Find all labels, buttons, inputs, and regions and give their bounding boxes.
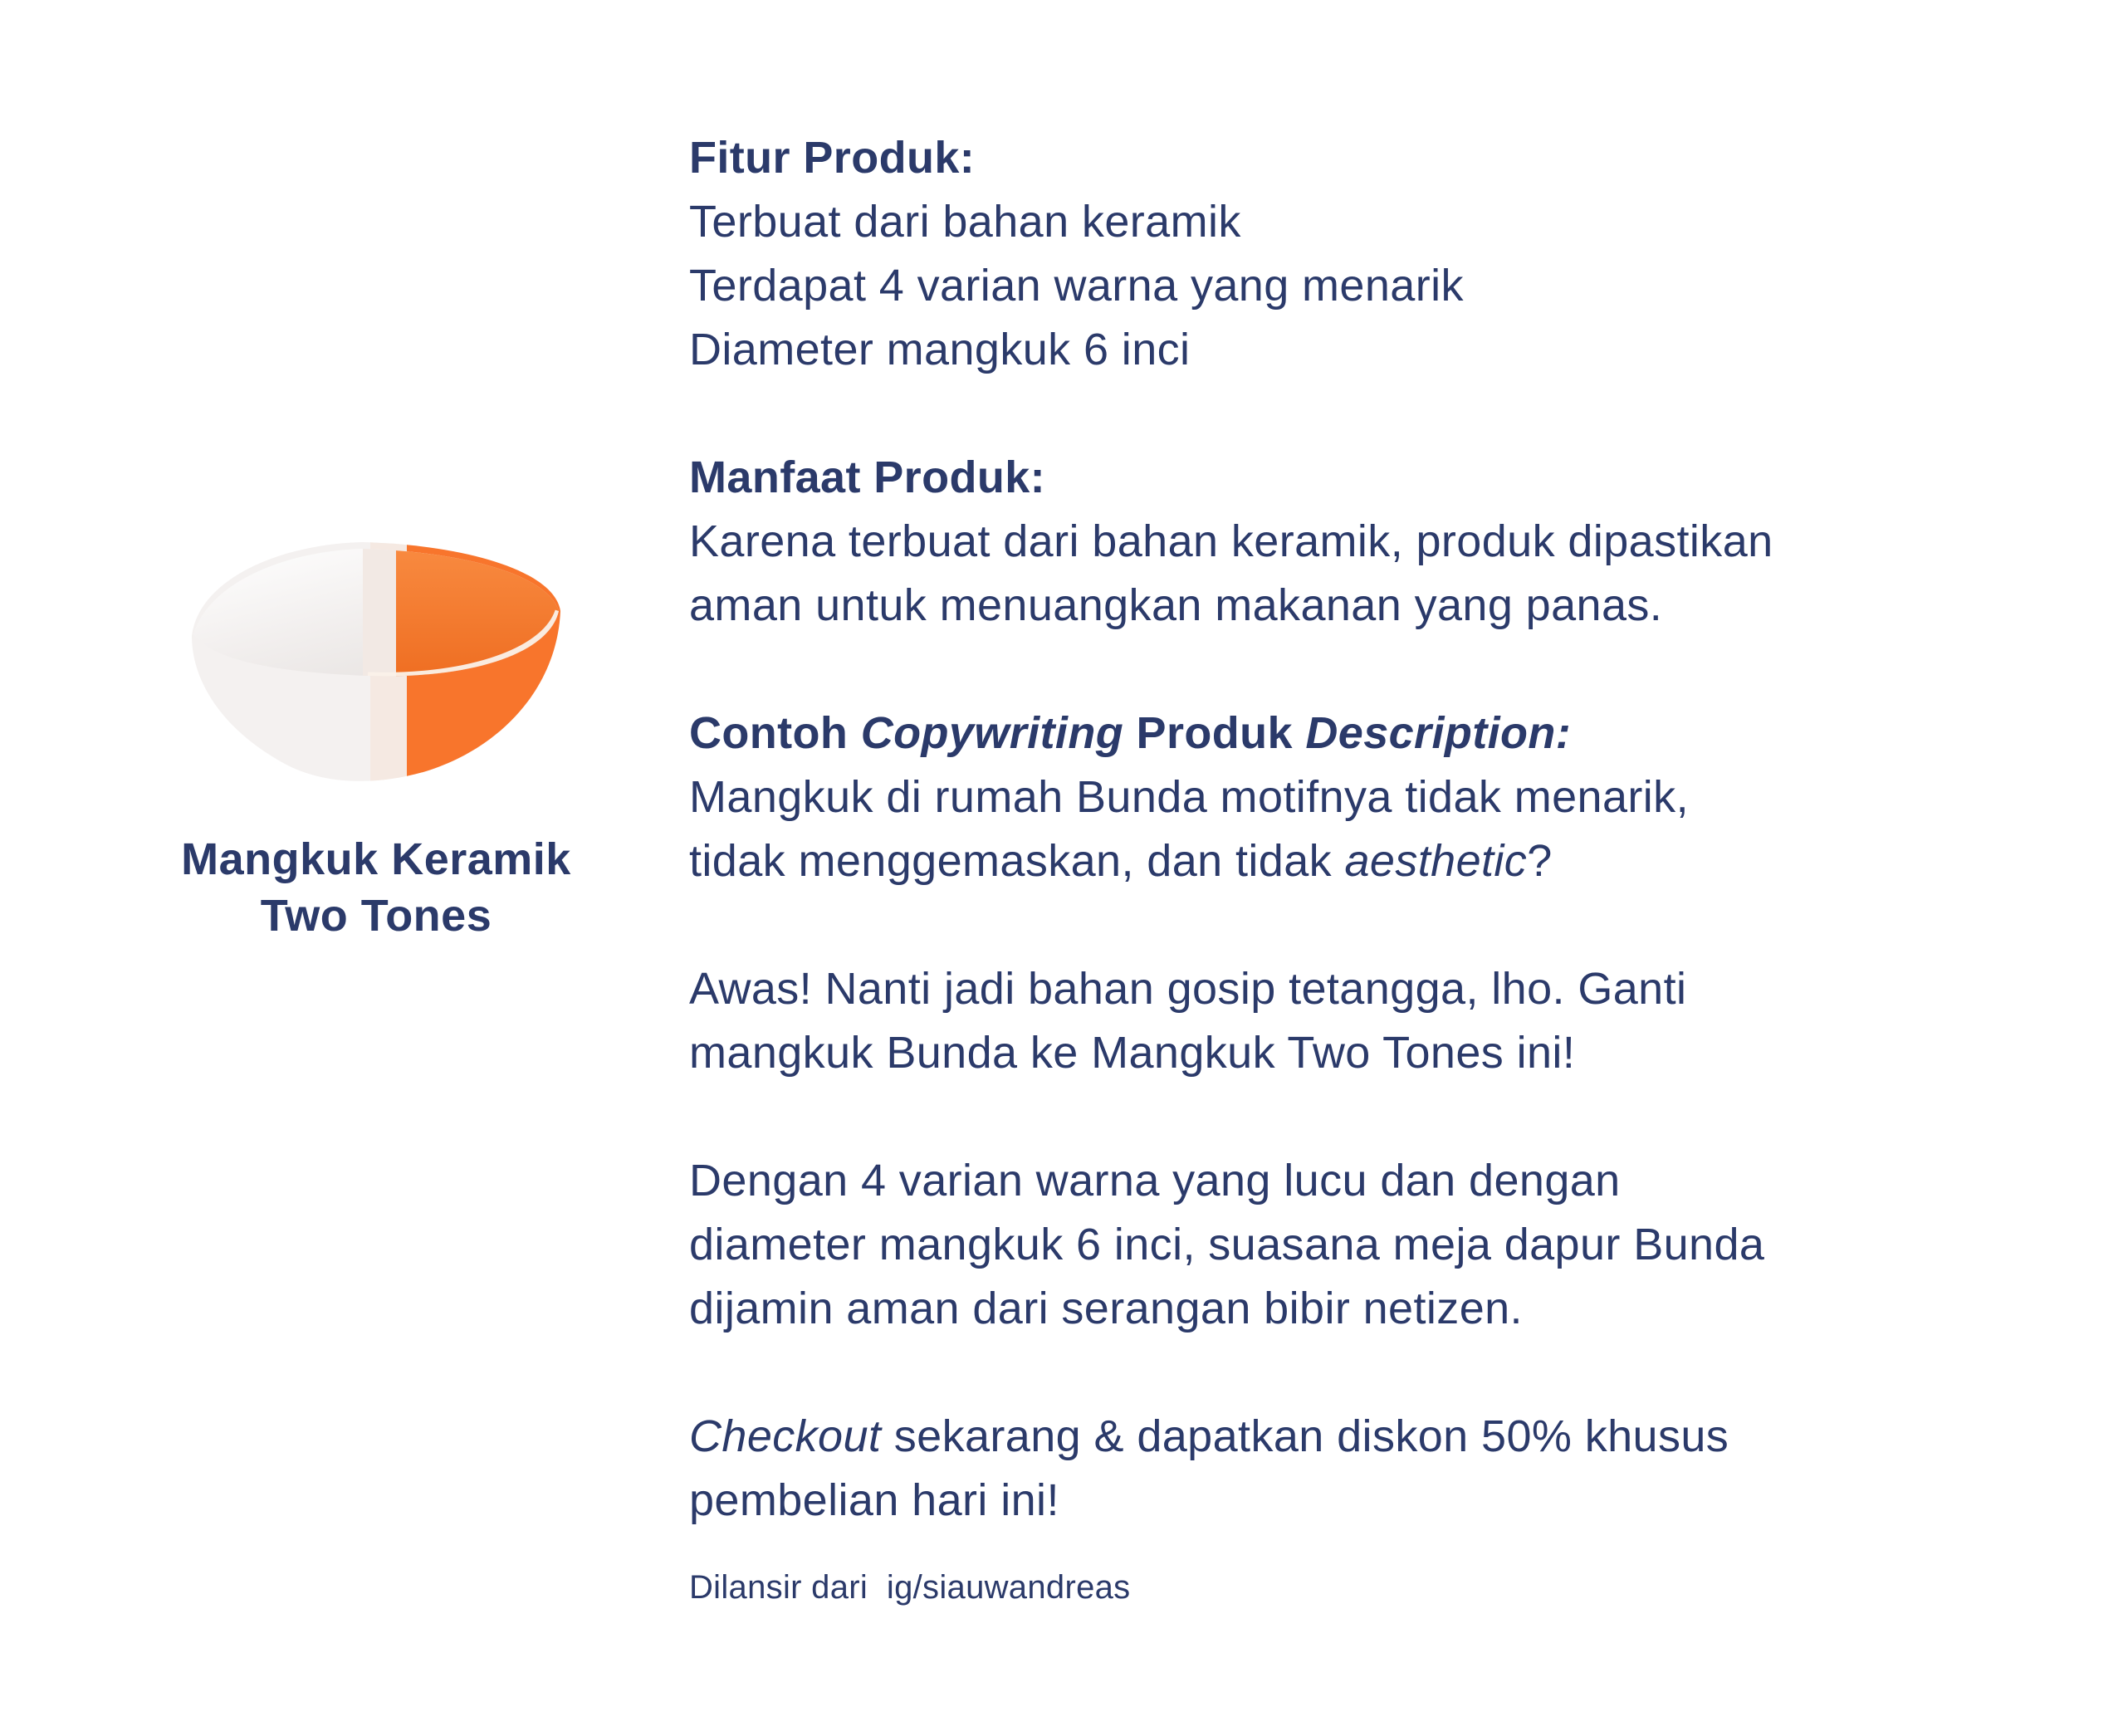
text-line: diameter mangkuk 6 inci, suasana meja dapur Bunda	[689, 1220, 1765, 1269]
text-line: dijamin aman dari serangan bibir netizen.	[689, 1284, 1523, 1333]
text-segment-italic: aesthetic	[1344, 836, 1528, 886]
text-segment: Produk	[1123, 708, 1306, 758]
two-tone-bowl-illustration	[192, 538, 560, 785]
text-segment: sekarang & dapatkan diskon 50% khusus	[881, 1411, 1729, 1461]
text-line: aman untuk menuangkan makanan yang panas.	[689, 580, 1663, 630]
text-segment: ?	[1527, 836, 1553, 886]
copy-paragraph-checkout	[689, 1405, 2051, 1533]
text-line: Terbuat dari bahan keramik	[689, 197, 1241, 247]
text-segment-italic: Copywriting	[860, 708, 1124, 758]
text-line: Mangkuk di rumah Bunda motifnya tidak menarik,	[689, 772, 1689, 822]
text-line: mangkuk Bunda ke Mangkuk Two Tones ini!	[689, 1028, 1576, 1078]
text-line: pembelian hari ini!	[689, 1475, 1059, 1525]
text-line: Dengan 4 varian warna yang lucu dan dengan	[689, 1156, 1621, 1205]
product-block	[149, 538, 603, 944]
copy-paragraph-dengan	[689, 1149, 2051, 1341]
text-segment-italic: Checkout	[689, 1411, 882, 1461]
product-caption-line2: Two Tones	[260, 891, 492, 941]
source-credit: Dilansir dari ig/siauwandreas	[689, 1569, 1131, 1606]
product-image	[192, 538, 560, 785]
text-segment-italic: Description:	[1305, 708, 1572, 758]
section-heading-manfaat: Manfaat Produk:	[689, 452, 1046, 502]
section-heading-contoh	[689, 702, 2051, 765]
text-line: Diameter mangkuk 6 inci	[689, 325, 1191, 374]
text-line: Terdapat 4 varian warna yang menarik	[689, 261, 1464, 311]
text-line: Awas! Nanti jadi bahan gosip tetangga, lho. Ganti	[689, 964, 1687, 1014]
section-fitur	[689, 126, 2051, 382]
text-line	[689, 1405, 2051, 1469]
product-caption-line1: Mangkuk Keramik	[181, 834, 571, 884]
text-line	[689, 829, 2051, 893]
text-segment: Contoh	[689, 708, 861, 758]
text-line: Karena terbuat dari bahan keramik, produk dipastikan	[689, 516, 1773, 566]
section-heading-fitur: Fitur Produk:	[689, 133, 976, 183]
section-manfaat	[689, 446, 2051, 638]
text-segment: tidak menggemaskan, dan tidak	[689, 836, 1345, 886]
section-contoh-intro	[689, 702, 2051, 893]
copy-column	[689, 126, 2051, 1611]
product-caption	[149, 831, 603, 944]
copy-paragraph-awas	[689, 957, 2051, 1085]
